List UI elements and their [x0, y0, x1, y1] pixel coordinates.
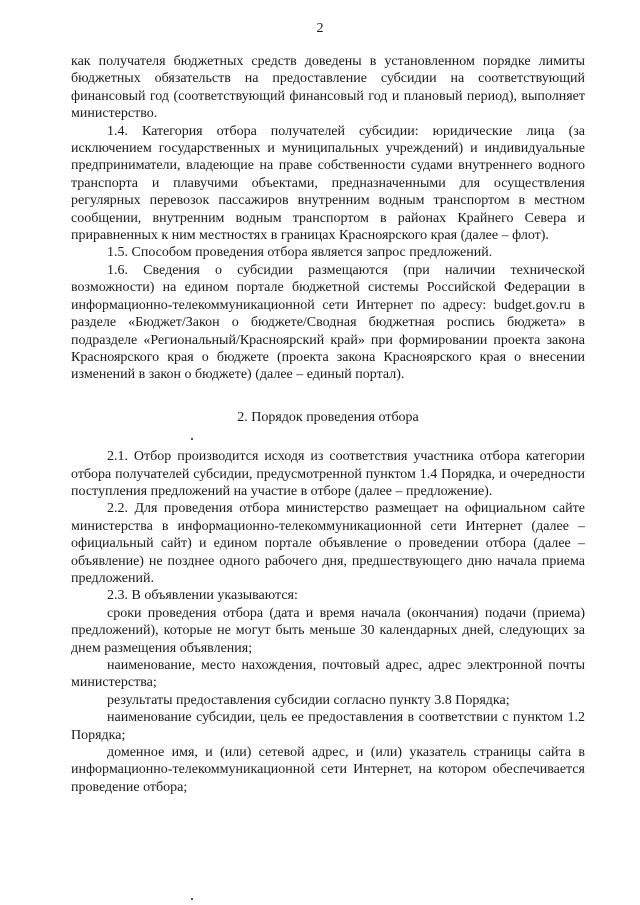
scan-speck: [191, 438, 193, 440]
paragraph-1-5: 1.5. Способом проведения отбора является запрос предложений.: [107, 245, 493, 261]
paragraph-1-6: 1.6. Сведения о субсидии размещаются (при наличии технической возможности) на едином портале бюджетной системы Российской Федерации в информационно-телекоммуникационной сети Интернет по адресу: budget.gov.ru в разделе «Бюджет/Закон о бюджете/Сводная бюджетная роспись бюджета» в подразделе «Региональный/Красноярский край» при формировании проекта закона Красноярского края о бюджете (проекта закона Красноярского края о внесении изменений в закон о бюджете) (далее – единый портал).: [71, 262, 585, 383]
paragraph-2-3: 2.3. В объявлении указываются:: [107, 588, 298, 604]
section-heading: 2. Порядок проведения отбора: [237, 409, 419, 425]
list-item-ministry-contacts: наименование, место нахождения, почтовый адрес, адрес электронной почты министерства;: [71, 658, 585, 691]
paragraph-2-1: 2.1. Отбор производится исходя из соответствия участника отбора категории отбора получателей субсидии, предусмотренной пунктом 1.4 Порядка, и очередности поступления предложений на участие в отборе (далее – предложение).: [71, 449, 585, 499]
page-number: 2: [316, 21, 324, 36]
paragraph-2-2: 2.2. Для проведения отбора министерство размещает на официальном сайте министерства в информационно-телекоммуникационной сети Интернет (далее – официальный сайт) и едином портале объявление о проведении отбора (далее – объявление) не позднее одного рабочего дня, предшествующего дню начала приема предложений.: [71, 501, 585, 586]
paragraph-continuation: как получателя бюджетных средств доведены в установленном порядке лимиты бюджетных обязательств на предоставление субсидии на соответствующий финансовый год (соответствующий финансовый год и плановый период), выполняет министерство.: [71, 54, 585, 122]
list-item-domain-name: доменное имя, и (или) сетевой адрес, и (или) указатель страницы сайта в информационно-телекоммуникационной сети Интернет, на котором обеспечивается проведение отбора;: [71, 745, 585, 795]
paragraph-1-4: 1.4. Категория отбора получателей субсидии: юридические лица (за исключением государственных и муниципальных учреждений) и индивидуальные предприниматели, владеющие на праве собственности судами внутреннего водного транспорта и плавучими объектами, предназначенными для осуществления регулярных перевозок пассажиров внутренним водным транспортом в местном сообщении, внутренним водным транспортом в районах Крайнего Севера и приравненных к ним местностях в границах Красноярского края (далее – флот).: [71, 123, 585, 244]
document-body: [71, 53, 585, 796]
list-item-results: результаты предоставления субсидии согласно пункту 3.8 Порядка;: [107, 692, 510, 708]
scan-speck: [191, 898, 193, 900]
list-item-subsidy-name: наименование субсидии, цель ее предоставления в соответствии с пунктом 1.2 Порядка;: [71, 710, 585, 743]
list-item-deadlines: сроки проведения отбора (дата и время начала (окончания) подачи (приема) предложений), которые не могут быть меньше 30 календарных дней, следующих за днем размещения объявления;: [71, 605, 585, 656]
